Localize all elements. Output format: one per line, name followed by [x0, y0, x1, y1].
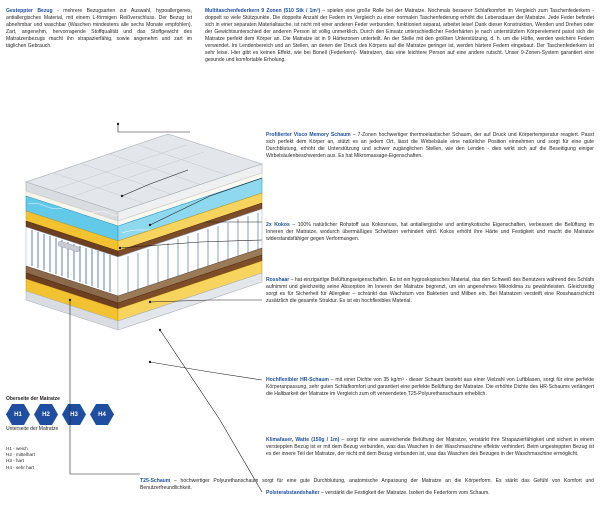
- paragraph-gesteppter-bezug-body: - mehrere Bezugsarten zur Auswahl, hypoallergenes, antiallergisches Material, mit einem L-förmigen Reißverschluss. Der Bezug ist abnehmbar und waschbar (Waschen mindestens alle sechs Monate empfohlen). Zart, angenehm, hervorragende Stoffqualität und das Stoffgewicht des Matratzenbezugs macht ihn strapazierfähig, sowie angenehm und zart im täglichen Gebrauch.: [6, 8, 192, 49]
- hardness-key-h1: H1 - weich: [6, 446, 28, 451]
- paragraph-klimafaser: [266, 437, 594, 458]
- hardness-badge-h4-label: H4: [98, 411, 106, 418]
- paragraph-klimafaser-heading: Klimafaser, Watte (150g / 1m): [266, 437, 340, 443]
- hardness-badge-h1: [6, 404, 30, 425]
- paragraph-t25-schaum: [140, 478, 594, 492]
- hardness-legend: [6, 396, 128, 432]
- hardness-key-h2: H2 - mittelhart: [6, 452, 35, 458]
- paragraph-multitaschenfederkern-body: – spielen eine große Rolle bei der Matratze. Nochmals besserer Schlafkomfort im Vergleich zum Taschenfederkern - doppelt so viele Stützpunkte. Die doppelte Anzahl der Federn im Vergleich zu einer normalen Taschenfederung erhöht die Lebensdauer der Matratze. Jede Feder befindet sich in einer separaten Materialtasche, ist nicht mit einer anderen Feder verbunden, funktioniert separat, arbeitet leise! Dank dieser Konstruktion, Wenden und Drehen oder der Gewichtsunterschied der anderen Person ist völlig unmerklich. Durch den Einsatz unterschiedlicher Federhärten je nach unterstütztem Körperelement passt sich die Matratze perfekt dem Körper an. Die Matratze ist in 9 Härtezonen unterteilt. An der Stelle mit den größten Unterstützung, d. h. um die Hüfte, werden weichere Federn verwendet. Im Lendenbereich und an Stellen, an denen der Druck des Körpers auf die Matratze geringer ist, werden härtere Federn eingebaut. Der Taschenfederkern ist sehr leise. Hier gibt es keinen Effekt, wie bei Bonell (Federkern)- Matratzen, das eine leichtere Person auf eine andere rutscht. Unser 9-Zonen-System garantiert eine gesunde und komfortable Erholung.: [205, 8, 595, 63]
- hardness-badge-h2: [34, 404, 58, 425]
- paragraph-hr-schaum: [266, 377, 594, 398]
- hardness-badge-h4: [90, 404, 114, 425]
- legend-hardness-row: [6, 404, 128, 425]
- paragraph-polsterabstandshalter-body: – verstärkt die Festigkeit der Matratze. Isoliert die Federform vom Schaum.: [319, 490, 490, 496]
- paragraph-klimafaser-body: – sorgt für eine ausreichende Belüftung der Matratze, verstärkt ihre Strapazierfähigkeit und sichert in einem versteppten Bezug ist er mit dem Bezug verbunden, was das Waschen in der Waschmaschine effektiv verhindert. Beim ungesteppten Bezug ist es der innere Teil der Matratze, der nicht mit dem Bezug verbunden ist, was das Waschen des Bezuges in der Waschmaschine ermöglicht.: [266, 437, 594, 457]
- paragraph-rosshaar-heading: Rosshaar: [266, 277, 290, 283]
- paragraph-kokos-body: – 100% natürlicher Rohstoff aus Kokosnuss, hat antiallergische und antimykotische Eigenschaften, verbessert die Belüftung im Inneren der Matratze, wodurch übermäßiges Schwitzen verhindert wird. Kokos erhöht ihre Härte und Festigkeit und macht die Matratze widerstandsfähiger gegen Verformungen.: [266, 222, 594, 242]
- paragraph-visco-memory-schaum: [266, 132, 594, 160]
- hardness-key-h4: H4 - sehr hart: [6, 464, 35, 470]
- paragraph-t25-schaum-body: – hochwertiger Polyurethanschaum sorgt für eine gute Durchblutung, anatomische Anpassung der Matratze an die Körperform. Es stärkt das Gefühl von Komfort und Benutzerfreundlichkeit.: [140, 478, 594, 491]
- hardness-badge-h1-label: H1: [14, 411, 22, 418]
- paragraph-multitaschenfederkern: [205, 8, 594, 64]
- paragraph-hr-schaum-body: – mit einer Dichte von 35 kg/m³ - dieser Schaum besteht aus einer Vielzahl von Luftblasen, sorgt für eine perfekte Körperanpassung, sehr guten Schlafkomfort und garantiert eine perfekte Belüftung der Matratze. Die erhöhte Dichte des HR-Schaums verlängert die Haltbarkeit der Matratze im Vergleich zum oft verwendeten T25-Polyurethanschaum erheblich.: [266, 377, 594, 397]
- hardness-key-list: [6, 446, 35, 471]
- hardness-badge-h3-label: H3: [70, 411, 78, 418]
- paragraph-kokos-heading: 2x Kokos: [266, 222, 290, 228]
- hardness-badge-h2-label: H2: [42, 411, 50, 418]
- legend-top-label: Oberseite der Matratze: [6, 396, 60, 402]
- paragraph-gesteppter-bezug-heading: Gesteppter Bezug: [6, 8, 53, 14]
- hardness-key-h3: H3 - hart: [6, 458, 24, 464]
- paragraph-multitaschenfederkern-heading: Multitaschenfederkern 9 Zonen (510 Stk / 1m²): [205, 8, 321, 14]
- paragraph-kokos: [266, 222, 594, 243]
- paragraph-t25-schaum-heading: T25-Schaum: [140, 478, 171, 484]
- paragraph-gesteppter-bezug: [6, 8, 192, 50]
- paragraph-visco-memory-schaum-heading: Profilierter Visco Memory Schaum: [266, 132, 351, 138]
- hardness-badge-h3: [62, 404, 86, 425]
- paragraph-polsterabstandshalter-heading: Polsterabstandshalter: [266, 490, 320, 496]
- mattress-cutaway-illustration: [18, 120, 268, 390]
- paragraph-visco-memory-schaum-body: – 7-Zonen hochwertiger thermoelastischer Schaum, der auf Druck und Körpertemperatur reagiert. Passt sich perfekt dem Körper an, stützt es an jedem Ort, lässt die Wirbelsäule eine natürliche Position einnehmen und sorgt für eine gute Durchblutung, erhöht die Unterstützung und schwer zugänglichen Stellen, wie den Lenden - dies wirkt sich auf die Beseitigung einiger Wirbelsäulenbeschwerden aus. Es hat Mikromassage-Eigenschaften.: [266, 132, 594, 159]
- paragraph-rosshaar-body: – hat einzigartige Belüftungseigenschaften. Es ist ein hygroskopisches Material, das den Schweiß des Benutzers während des Schlafs aufnimmt und gleichzeitig seine Absorption im Inneren der Matratze begrenzt, um ein angenehmes Mikroklima zu gewährleisten. Gleichzeitig sorgt es für Sicherheit für Allergiker – schränkt das Wachstum von Bakterien und Milben ein. Bei Matratzen versteift eine Rosshaarschicht zusätzlich die gesamte Struktur. Es ist ein hochflexibles Material.: [266, 277, 594, 304]
- paragraph-rosshaar: [266, 277, 594, 305]
- legend-bottom-label: Unterseite der Matratze: [6, 426, 59, 432]
- paragraph-hr-schaum-heading: Hochflexibler HR-Schaum: [266, 377, 329, 383]
